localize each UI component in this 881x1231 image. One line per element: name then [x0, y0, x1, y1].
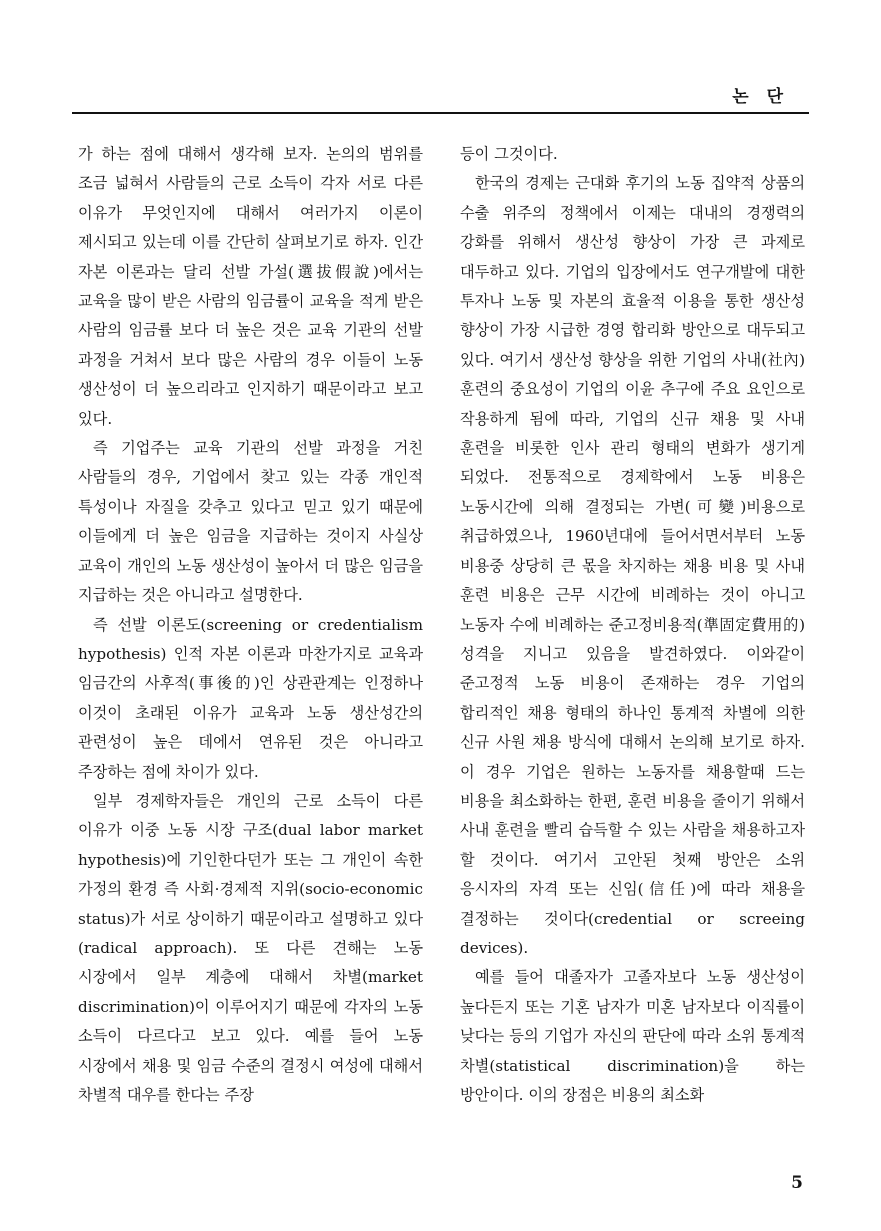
right-paragraph-3: 예를 들어 대졸자가 고졸자보다 노동 생산성이 높다든지 또는 기혼 남자가 미혼 남자보다 이직률이 낮다는 등의 기업가 자신의 판단에 따라 소위 통계적 차별(statistical discrimination)을 하는 방안이다. 이의 장점은 비용의 최소화 [460, 968, 805, 1104]
page-number: 5 [791, 1173, 803, 1193]
header-rule [72, 112, 809, 114]
section-title: 논 단 [732, 87, 789, 107]
left-paragraph-3: 즉 선발 이론도(screening or credentialism hypothesis) 인적 자본 이론과 마찬가지로 교육과 임금간의 사후적(事後的)인 상관관계는 인정하나 이것이 초래된 이유가 교육과 노동 생산성간의 관련성이 높은 데에서 연유된 것은 아니라고 주장하는 점에 차이가 있다. [78, 615, 423, 781]
left-paragraph-2: 즉 기업주는 교육 기관의 선발 과정을 거친 사람들의 경우, 기업에서 찾고 있는 각종 개인적 특성이나 자질을 갖추고 있다고 믿고 있기 때문에 이들에게 더 높은 임금을 지급하는 것이지 사실상 교육이 개인의 노동 생산성이 높아서 더 많은 임금을 지급하는 것은 아니라고 설명한다. [78, 439, 423, 605]
left-paragraph-4: 일부 경제학자들은 개인의 근로 소득이 다른 이유가 이중 노동 시장 구조(dual labor market hypothesis)에 기인한다던가 또는 그 개인이 속한 가정의 환경 즉 사회·경제적 지위(socio-economic status)가 서로 상이하기 때문이라고 설명하고 있다(radical approach). 또 다른 견해는 노동 시장에서 일부 계층에 대해서 차별(market discrimination)이 이루어지기 때문에 각자의 노동 소득이 다르다고 보고 있다. 예를 들어 노동 시장에서 채용 및 임금 수준의 결정시 여성에 대해서 차별적 대우를 한다는 주장 [78, 791, 423, 1104]
right-paragraph-2: 한국의 경제는 근대화 후기의 노동 집약적 상품의 수출 위주의 정책에서 이제는 대내의 경쟁력의 강화를 위해서 생산성 향상이 가장 큰 과제로 대두하고 있다. 기업의 입장에서도 연구개발에 대한 투자나 노동 및 자본의 효율적 이용을 통한 생산성 향상이 가장 시급한 경영 합리화 방안으로 대두되고 있다. 여기서 생산성 향상을 위한 기업의 사내(社內) 훈련의 중요성이 기업의 이윤 추구에 주요 요인으로 작용하게 됨에 따라, 기업의 신규 채용 및 사내 훈련을 비롯한 인사 관리 형태의 변화가 생기게 되었다. 전통적으로 경제학에서 노동 비용은 노동시간에 의해 결정되는 가변(可變)비용으로 취급하였으나, 1960년대에 들어서면서부터 노동 비용중 상당히 큰 몫을 차지하는 채용 비용 및 사내 훈련 비용은 근무 시간에 비례하는 것이 아니고 노동자 수에 비례하는 준고정비용적(準固定費用的) 성격을 지니고 있음을 발견하였다. 이와같이 준고정적 노동 비용이 존재하는 경우 기업의 합리적인 채용 형태의 하나인 통계적 차별에 의한 신규 사원 채용 방식에 대해서 논의해 보기로 하자. 이 경우 기업은 원하는 노동자를 채용할때 드는 비용을 최소화하는 한편, 훈련 비용을 줄이기 위해서 사내 훈련을 빨리 습득할 수 있는 사람을 채용하고자 할 것이다. 여기서 고안된 첫째 방안은 소위 응시자의 자격 또는 신임(信任)에 따라 채용을 결정하는 것이다(credential or screeing devices). [460, 174, 805, 957]
right-column [460, 140, 805, 1110]
left-column [78, 140, 423, 1110]
left-paragraph-1: 가 하는 점에 대해서 생각해 보자. 논의의 범위를 조금 넓혀서 사람들의 근로 소득이 각자 서로 다른 이유가 무엇인지에 대해서 여러가지 이론이 제시되고 있는데 이를 간단히 살펴보기로 하자. 인간 자본 이론과는 달리 선발 가설(選拔假說)에서는 교육을 많이 받은 사람의 임금률이 교육을 적게 받은 사람의 임금률 보다 더 높은 것은 교육 기관의 선발 과정을 거쳐서 보다 많은 사람의 경우 이들이 노동 생산성이 더 높으리라고 인지하기 때문이라고 보고 있다. [78, 145, 423, 428]
right-paragraph-1: 등이 그것이다. [460, 145, 558, 163]
